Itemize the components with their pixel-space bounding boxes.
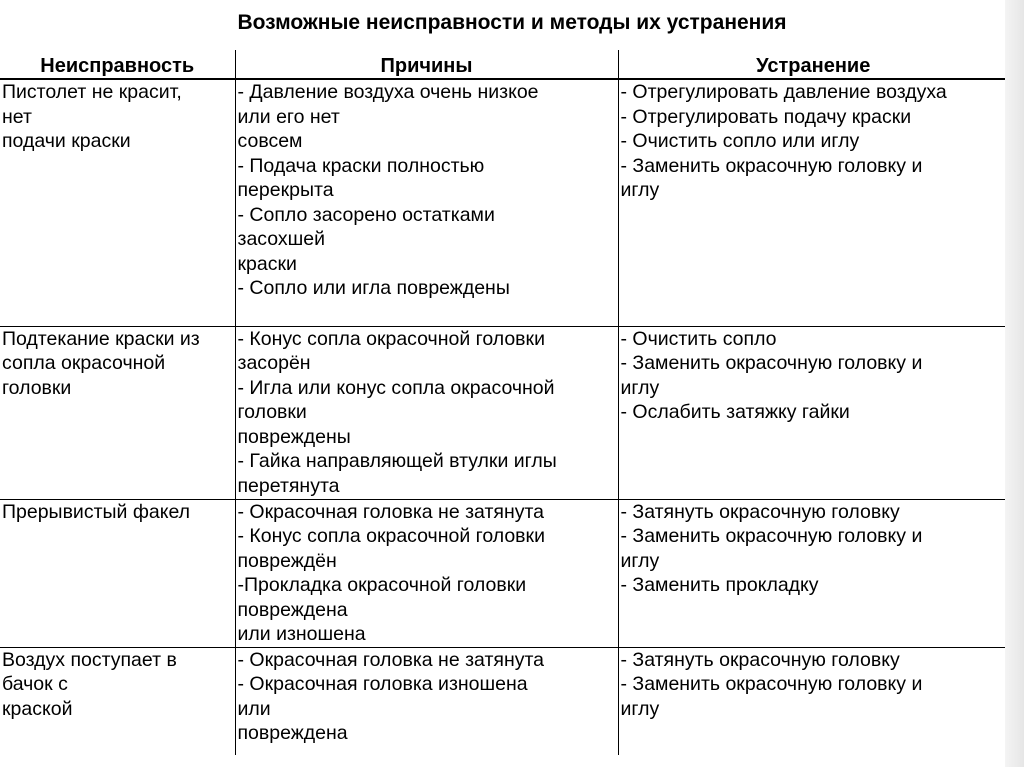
cell-line: - Сопло или игла повреждены <box>237 277 510 299</box>
cell-line: иглу <box>620 179 660 201</box>
cell-line: - Заменить окрасочную головку и <box>620 154 923 177</box>
table-row <box>0 79 1008 326</box>
cell-line: - Давление воздуха очень низкое <box>237 81 539 103</box>
cell-fixes <box>618 326 1008 499</box>
cell-line: - Подача краски полностью <box>237 154 485 177</box>
cell-line: краски <box>237 252 297 275</box>
cell-fault <box>0 79 235 326</box>
page-edge-shadow <box>1005 0 1024 767</box>
cell-causes <box>235 326 618 499</box>
cell-line: - Заменить окрасочную головку и <box>620 525 923 547</box>
cell-causes <box>235 647 618 755</box>
cell-causes <box>235 79 618 326</box>
table-row <box>0 499 1008 647</box>
header-fixes: Устранение <box>618 50 1008 79</box>
table-header-row <box>0 50 1008 79</box>
cell-line: - Окрасочная головка не затянута <box>237 500 545 523</box>
cell-line: - Конус сопла окрасочной головки <box>237 525 545 547</box>
cell-line: - Заменить окрасочную головку и <box>620 352 923 374</box>
cell-fixes <box>618 79 1008 326</box>
cell-line: - Ослабить затяжку гайки <box>620 401 850 423</box>
cell-line: Воздух поступает в <box>2 648 177 671</box>
cell-line: - Гайка направляющей втулки иглы <box>237 450 557 472</box>
cell-line: иглу <box>620 549 660 572</box>
cell-line: головки <box>2 376 72 399</box>
cell-line: перекрыта <box>237 179 334 201</box>
cell-line: повреждены <box>237 425 351 448</box>
cell-line: - Окрасочная головка изношена <box>237 673 528 695</box>
cell-line: - Очистить сопло или иглу <box>620 130 860 152</box>
cell-line: - Конус сопла окрасочной головки <box>237 327 545 350</box>
cell-line: бачок с <box>2 673 68 695</box>
cell-line: - Заменить окрасочную головку и <box>620 673 923 695</box>
cell-line: или его нет <box>237 105 340 128</box>
cell-line: повреждён <box>237 549 337 572</box>
cell-line: иглу <box>620 376 660 399</box>
header-fault: Неисправность <box>0 50 235 79</box>
cell-line: - Окрасочная головка не затянута <box>237 648 545 671</box>
table-row <box>0 326 1008 499</box>
table-row <box>0 647 1008 755</box>
cell-line: засорён <box>237 352 311 374</box>
faults-table <box>0 50 1008 755</box>
cell-line: сопла окрасочной <box>2 352 166 374</box>
header-causes: Причины <box>235 50 618 79</box>
cell-line: - Сопло засорено остатками <box>237 203 495 226</box>
cell-line: - Игла или конус сопла окрасочной <box>237 376 555 399</box>
cell-fault <box>0 326 235 499</box>
cell-line: Прерывистый факел <box>2 500 191 523</box>
cell-line: - Очистить сопло <box>620 327 777 350</box>
cell-causes <box>235 499 618 647</box>
cell-line: - Затянуть окрасочную головку <box>620 648 900 671</box>
page-title: Возможные неисправности и методы их устранения <box>237 11 787 34</box>
cell-fixes <box>618 499 1008 647</box>
cell-line: нет <box>2 105 32 128</box>
cell-line: или изношена <box>237 623 366 645</box>
cell-line: - Отрегулировать давление воздуха <box>620 81 947 103</box>
cell-line: совсем <box>237 130 303 152</box>
cell-line: перетянута <box>237 474 340 497</box>
cell-line: - Затянуть окрасочную головку <box>620 500 900 523</box>
cell-line: -Прокладка окрасочной головки <box>237 574 527 596</box>
cell-line: повреждена <box>237 598 348 621</box>
cell-fault <box>0 647 235 755</box>
cell-line: подачи краски <box>2 130 131 152</box>
cell-line: - Отрегулировать подачу краски <box>620 105 912 128</box>
cell-line: засохшей <box>237 228 326 250</box>
cell-line: или <box>237 697 271 720</box>
cell-line: головки <box>237 401 307 423</box>
cell-line: Подтекание краски из <box>2 327 200 350</box>
cell-line: Пистолет не красит, <box>2 81 182 103</box>
cell-line: краской <box>2 697 73 720</box>
cell-line: - Заменить прокладку <box>620 574 819 596</box>
cell-fault <box>0 499 235 647</box>
cell-line: повреждена <box>237 722 348 744</box>
cell-fixes <box>618 647 1008 755</box>
cell-line: иглу <box>620 697 660 720</box>
